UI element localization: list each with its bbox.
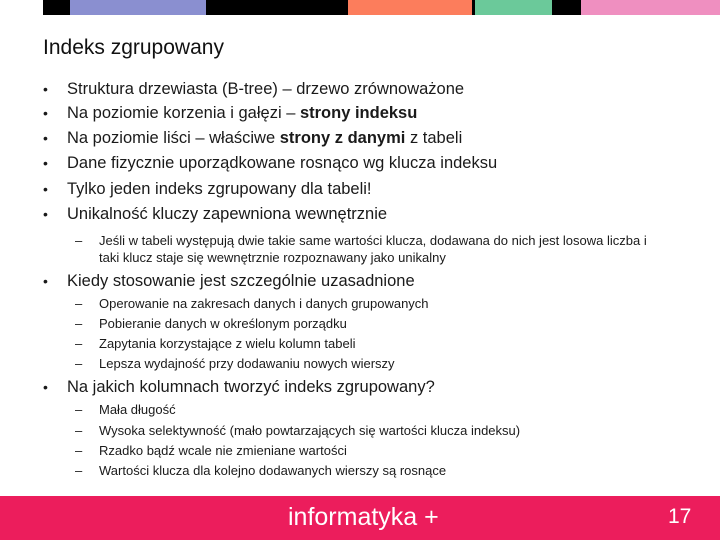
bullet-text-part: Na poziomie korzenia i gałęzi – (67, 104, 300, 122)
dash-glyph: – (75, 356, 83, 371)
bullet-text (67, 128, 462, 149)
bullet-text-bold: strony z danymi (279, 129, 406, 147)
sub-item-text: Wysoka selektywność (mało powtarzających się wartości klucza indeksu) (99, 423, 521, 438)
sub-item-text: Pobieranie danych w określonym porządku (99, 316, 347, 331)
bullet-text (67, 103, 417, 124)
page-number: 17 (668, 505, 692, 528)
bullet-text: Struktura drzewiasta (B-tree) – drzewo zrównoważone (67, 80, 465, 98)
bullet-text: Dane fizycznie uporządkowane rosnąco wg klucza indeksu (67, 154, 498, 172)
bar-segment (348, 0, 472, 15)
sub-item-text: Lepsza wydajność przy dodawaniu nowych wierszy (99, 356, 395, 371)
sub-item-text: Jeśli w tabeli występują dwie takie same wartości klucza, dodawana do nich jest losowa liczba i taki klucz staje się wewnętrznie rozpoznawany jako unikalny (99, 233, 647, 265)
bullet-glyph: • (43, 81, 48, 97)
bullet-text: Unikalność kluczy zapewniona wewnętrznie (67, 205, 388, 223)
dash-glyph: – (75, 402, 83, 417)
sub-item-text: Zapytania korzystające z wielu kolumn tabeli (99, 336, 356, 351)
bullet-glyph: • (43, 273, 48, 289)
bullet-text-bold: strony indeksu (299, 104, 418, 122)
bar-segment (43, 0, 70, 15)
sub-item-text: Mała długość (99, 402, 176, 417)
slide-title: Indeks zgrupowany (43, 36, 224, 59)
bullet-glyph: • (43, 105, 48, 121)
dash-glyph: – (75, 296, 83, 311)
bullet-text-part: z tabeli (405, 129, 463, 147)
sub-item-text: Wartości klucza dla kolejno dodawanych wierszy są rosnące (99, 463, 447, 478)
bullet-glyph: • (43, 155, 48, 171)
dash-glyph: – (75, 423, 83, 438)
dash-glyph: – (75, 463, 83, 478)
sub-item-text: Rzadko bądź wcale nie zmieniane wartości (99, 443, 347, 458)
bullet-text: Kiedy stosowanie jest szczególnie uzasadnione (67, 272, 415, 290)
dash-glyph: – (75, 316, 83, 331)
bar-segment (475, 0, 552, 15)
bar-segment (206, 0, 348, 15)
bullet-glyph: • (43, 130, 48, 146)
brand-logo-text: informatyka + (288, 503, 439, 531)
dash-glyph: – (75, 443, 83, 458)
bullet-text: Tylko jeden indeks zgrupowany dla tabeli! (67, 180, 372, 198)
bar-segment (552, 0, 581, 15)
bar-segment (70, 0, 206, 15)
bullet-glyph: • (43, 206, 48, 222)
dash-glyph: – (75, 233, 83, 248)
bullet-text-part: Na poziomie liści – właściwe (67, 129, 280, 147)
dash-glyph: – (75, 336, 83, 351)
bullet-glyph: • (43, 379, 48, 395)
bar-segment (581, 0, 720, 15)
top-color-bar (0, 0, 720, 15)
sub-item-text: Operowanie na zakresach danych i danych grupowanych (99, 296, 429, 311)
bullet-text: Na jakich kolumnach tworzyć indeks zgrupowany? (67, 378, 435, 396)
bullet-glyph: • (43, 181, 48, 197)
bar-segment (0, 0, 43, 15)
